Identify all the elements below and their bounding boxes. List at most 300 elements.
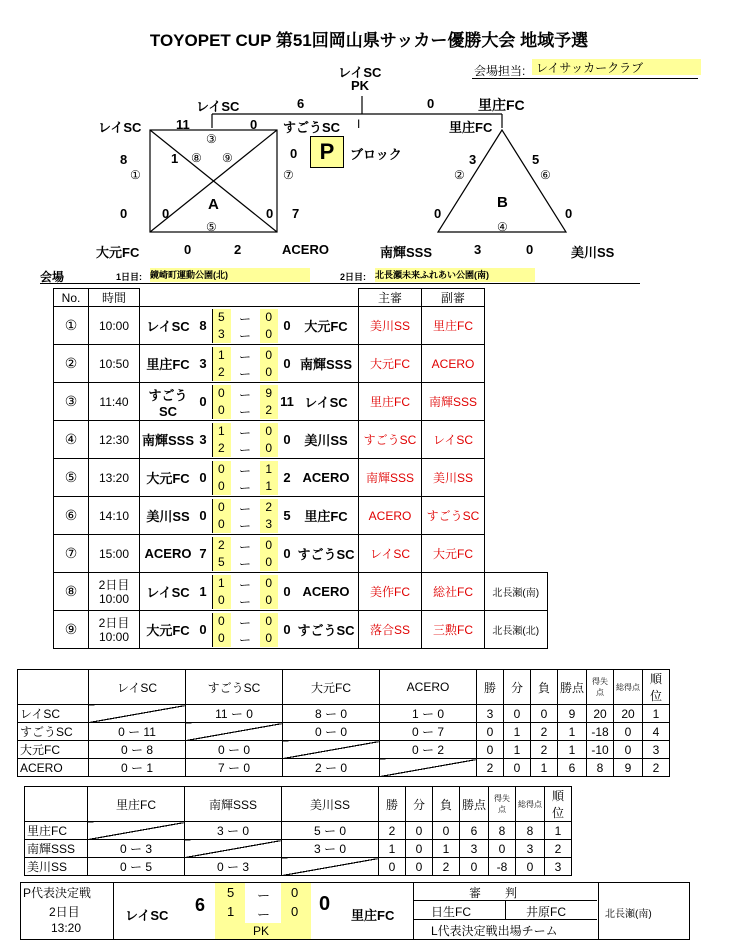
- match-note: [485, 383, 548, 421]
- league-row: [18, 705, 670, 723]
- league-result-cell: 3 ー 0: [282, 840, 379, 858]
- league-header-cell: 勝点: [558, 670, 587, 705]
- a-7: ⑦: [283, 168, 294, 182]
- league-row: [25, 858, 572, 876]
- match-ref: すごうSC: [359, 421, 422, 459]
- half1-home: 0: [218, 461, 225, 476]
- league-stat-cell: 8: [587, 759, 614, 777]
- league-team: 美川SS: [25, 858, 88, 876]
- dash-1: ー: [239, 311, 252, 326]
- final-ref1: 日生FC: [431, 905, 471, 919]
- half2-away: 0: [265, 326, 272, 341]
- final-ref2: 井原FC: [526, 905, 566, 919]
- dash-1: ー: [239, 501, 252, 516]
- half1-home: 0: [218, 499, 225, 514]
- match-sub: 大元FC: [422, 535, 485, 573]
- league-diagonal-cell: [282, 858, 379, 876]
- league-header-cell: 美川SS: [282, 787, 379, 822]
- match-time-cell: [89, 383, 140, 421]
- dash-2: ー: [239, 328, 252, 343]
- league-result-cell: 8 ー 0: [283, 705, 380, 723]
- match-score-box: [210, 573, 280, 611]
- match-no: ④: [54, 421, 89, 459]
- day2-label: 2日目:: [340, 272, 367, 282]
- match-row: [54, 421, 548, 459]
- league-result-cell: 0 ー 2: [380, 741, 477, 759]
- match-time-cell: [89, 345, 140, 383]
- dash-2: ー: [239, 632, 252, 647]
- match-sub: すごうSC: [422, 497, 485, 535]
- match-score-box: [210, 497, 280, 535]
- league-result-cell: 7 ー 0: [186, 759, 283, 777]
- league-header-cell: 大元FC: [283, 670, 380, 705]
- league-table-b: [24, 786, 572, 876]
- ohmoto-team: 大元FC: [96, 245, 140, 260]
- match-note: 北長瀬(北): [485, 611, 548, 649]
- league-row: [18, 741, 670, 759]
- match-away-score: 0: [280, 611, 294, 649]
- match-time: 2日目: [98, 577, 130, 592]
- league-stat-cell: 0: [614, 741, 643, 759]
- league-stat-cell: 0: [406, 858, 433, 876]
- match-score-box: [210, 611, 280, 649]
- league-result-cell: 0 ー 5: [88, 858, 185, 876]
- league-header-cell: 分: [406, 787, 433, 822]
- league-stat-cell: -8: [489, 858, 516, 876]
- match-time: 13:20: [98, 470, 130, 485]
- match-ref: 落合SS: [359, 611, 422, 649]
- rei-a: レイSC: [98, 120, 142, 135]
- league-team: すごうSC: [18, 723, 89, 741]
- match-away-score: 2: [280, 459, 294, 497]
- league-stat-cell: 2: [545, 840, 572, 858]
- day-bar-line: [40, 283, 640, 284]
- league-result-cell: 3 ー 0: [185, 822, 282, 840]
- match-home: 南輝SSS: [140, 421, 197, 459]
- col-sub: 副審: [422, 289, 485, 307]
- league-result-cell: 0 ー 3: [88, 840, 185, 858]
- dash-2: ー: [239, 556, 252, 571]
- half2-home: 3: [218, 326, 225, 341]
- league-result-cell: 2 ー 0: [283, 759, 380, 777]
- nanki-3: 3: [474, 242, 482, 257]
- a-8: ⑧: [191, 151, 202, 165]
- league-stat-cell: 1: [433, 840, 460, 858]
- match-sub: ACERO: [422, 345, 485, 383]
- league-stat-cell: 9: [614, 759, 643, 777]
- acero-team: ACERO: [282, 242, 329, 257]
- final-left-score: 6: [297, 96, 305, 111]
- match-row: [54, 345, 548, 383]
- rei-a-score: 11: [176, 117, 190, 132]
- match-sub: レイSC: [422, 421, 485, 459]
- match-sub: 里庄FC: [422, 307, 485, 345]
- final-left-team: レイSC: [196, 99, 240, 114]
- league-header-cell: [18, 670, 89, 705]
- final-dash-1: ー: [257, 888, 271, 903]
- league-header-row: [25, 787, 572, 822]
- match-no: ⑤: [54, 459, 89, 497]
- match-row: [54, 307, 548, 345]
- league-stat-cell: 0: [433, 822, 460, 840]
- match-note: [485, 345, 548, 383]
- match-note: [485, 421, 548, 459]
- league-header-cell: ACERO: [380, 670, 477, 705]
- match-ref: ACERO: [359, 497, 422, 535]
- match-home-score: 3: [196, 345, 210, 383]
- dash-1: ー: [239, 349, 252, 364]
- match-ref: レイSC: [359, 535, 422, 573]
- league-stat-cell: 0: [477, 723, 504, 741]
- match-home-score: 1: [196, 573, 210, 611]
- league-stat-cell: 0: [489, 840, 516, 858]
- final-ref-note: L代表決定戦出場チーム: [431, 924, 558, 938]
- league-header-row: [18, 670, 670, 705]
- match-ref: 美川SS: [359, 307, 422, 345]
- final-right-team: 里庄FC: [478, 97, 525, 113]
- league-row: [18, 759, 670, 777]
- half2-home: 2: [218, 364, 225, 379]
- match-home: 大元FC: [140, 459, 197, 497]
- league-stat-cell: 3: [516, 840, 545, 858]
- day1-label: 1日目:: [116, 272, 143, 282]
- match-row: [54, 497, 548, 535]
- half1-home: 5: [218, 309, 225, 324]
- final-match-box: [20, 882, 690, 940]
- league-result-cell: 0 ー 8: [89, 741, 186, 759]
- league-result-cell: 0 ー 0: [186, 741, 283, 759]
- league-header-cell: すごうSC: [186, 670, 283, 705]
- league-header-cell: 負: [433, 787, 460, 822]
- dash-2: ー: [239, 442, 252, 457]
- league-stat-cell: 3: [545, 858, 572, 876]
- a-left-1: 1: [171, 151, 179, 166]
- match-time-cell: [89, 497, 140, 535]
- match-note: [485, 307, 548, 345]
- league-stat-cell: 20: [587, 705, 614, 723]
- half2-home: 0: [218, 630, 225, 645]
- league-result-cell: 5 ー 0: [282, 822, 379, 840]
- league-stat-cell: 0: [406, 822, 433, 840]
- mikawa-team: 美川SS: [571, 245, 615, 260]
- match-time-cell: [89, 421, 140, 459]
- final-ref-vline: [505, 900, 506, 919]
- league-stat-cell: 3: [643, 741, 670, 759]
- match-home-score: 0: [196, 459, 210, 497]
- b-2: ②: [454, 168, 465, 182]
- half2-away: 0: [265, 554, 272, 569]
- final-home: レイSC: [125, 908, 169, 923]
- match-home: ACERO: [140, 535, 197, 573]
- final-ref-header: 審 判: [469, 886, 518, 900]
- league-stat-cell: 20: [614, 705, 643, 723]
- top-team: レイSC: [338, 65, 382, 80]
- half2-away: 0: [265, 364, 272, 379]
- match-score-box: [210, 307, 280, 345]
- match-row: [54, 573, 548, 611]
- match-time2: 10:00: [98, 629, 130, 644]
- final-away: 里庄FC: [351, 908, 395, 923]
- match-away-score: 0: [280, 421, 294, 459]
- league-stat-cell: 1: [379, 840, 406, 858]
- final-right-score: 0: [427, 96, 435, 111]
- match-sub: 美川SS: [422, 459, 485, 497]
- league-stat-cell: 9: [558, 705, 587, 723]
- final-day: 2日目: [49, 905, 80, 919]
- league-row: [18, 723, 670, 741]
- dash-2: ー: [239, 366, 252, 381]
- league-stat-cell: 0: [531, 705, 558, 723]
- league-stat-cell: 2: [477, 759, 504, 777]
- match-home-score: 0: [196, 611, 210, 649]
- league-result-cell: 0 ー 11: [89, 723, 186, 741]
- a-right-0: 0: [290, 146, 298, 161]
- half2-away: 3: [265, 516, 272, 531]
- satosho-b: 里庄FC: [449, 120, 493, 135]
- league-diagonal-cell: [89, 705, 186, 723]
- b-left-0: 0: [434, 206, 442, 221]
- half1-away: 0: [265, 613, 272, 628]
- a-left-top: 8: [120, 152, 128, 167]
- half2-home: 0: [218, 402, 225, 417]
- league-diagonal-cell: [283, 741, 380, 759]
- half2-home: 0: [218, 516, 225, 531]
- league-result-cell: 0 ー 1: [89, 759, 186, 777]
- half1-away: 9: [265, 385, 272, 400]
- league-team: ACERO: [18, 759, 89, 777]
- final-dash-2: ー: [257, 907, 271, 922]
- half1-home: 1: [218, 575, 225, 590]
- day1-place: 鏡崎町運動公園(北): [150, 268, 310, 282]
- league-stat-cell: 0: [477, 741, 504, 759]
- league-row: [25, 822, 572, 840]
- match-no: ⑨: [54, 611, 89, 649]
- b-right-0: 0: [565, 206, 573, 221]
- league-stat-cell: 1: [558, 741, 587, 759]
- half1-away: 0: [265, 347, 272, 362]
- match-note: [485, 497, 548, 535]
- half2-away: 0: [265, 440, 272, 455]
- half1-away: 0: [265, 537, 272, 552]
- league-result-cell: 1 ー 0: [380, 705, 477, 723]
- final-a2: 0: [291, 904, 299, 919]
- league-diagonal-cell: [185, 840, 282, 858]
- league-team: レイSC: [18, 705, 89, 723]
- league-team: 南輝SSS: [25, 840, 88, 858]
- half2-away: 2: [265, 402, 272, 417]
- match-note: [485, 459, 548, 497]
- dash-2: ー: [239, 404, 252, 419]
- league-stat-cell: 0: [460, 858, 489, 876]
- league-stat-cell: 6: [460, 822, 489, 840]
- final-as: 0: [319, 893, 331, 915]
- block-label: P: [310, 136, 344, 168]
- b-6: ⑥: [540, 168, 551, 182]
- league-header-cell: 順位: [545, 787, 572, 822]
- acero-bottom-2: 2: [234, 242, 242, 257]
- ohmoto-bottom-0: 0: [184, 242, 192, 257]
- half1-away: 0: [265, 423, 272, 438]
- match-home: レイSC: [140, 307, 197, 345]
- b-4: ④: [497, 220, 508, 234]
- final-hs: 6: [195, 895, 206, 915]
- half1-away: 0: [265, 575, 272, 590]
- col-time: 時間: [89, 289, 140, 307]
- day2-place: 北長瀬未来ふれあい公園(南): [375, 268, 535, 282]
- half1-away: 1: [265, 461, 272, 476]
- final-pk: PK: [253, 924, 270, 938]
- match-ref: 里庄FC: [359, 383, 422, 421]
- match-no: ①: [54, 307, 89, 345]
- match-sub: 総社FC: [422, 573, 485, 611]
- league-diagonal-cell: [380, 759, 477, 777]
- half1-home: 2: [218, 537, 225, 552]
- league-header-cell: 勝: [477, 670, 504, 705]
- match-ref: 美作FC: [359, 573, 422, 611]
- half2-home: 5: [218, 554, 225, 569]
- half2-home: 2: [218, 440, 225, 455]
- final-h1: 5: [227, 885, 235, 900]
- league-stat-cell: 1: [504, 723, 531, 741]
- league-diagonal-cell: [88, 822, 185, 840]
- match-away: 里庄FC: [294, 497, 359, 535]
- league-header-cell: 得失点: [489, 787, 516, 822]
- match-home: 美川SS: [140, 497, 197, 535]
- match-time-cell: [89, 459, 140, 497]
- half2-home: 0: [218, 478, 225, 493]
- half1-away: 0: [265, 309, 272, 324]
- mikawa-0: 0: [526, 242, 534, 257]
- match-home-score: 3: [196, 421, 210, 459]
- b-label: B: [497, 194, 508, 211]
- final-a1: 0: [291, 885, 299, 900]
- league-stat-cell: 8: [516, 822, 545, 840]
- half1-away: 2: [265, 499, 272, 514]
- league-stat-cell: 0: [504, 759, 531, 777]
- league-team: 大元FC: [18, 741, 89, 759]
- a-left-0: 0: [120, 206, 128, 221]
- a-label: A: [208, 196, 219, 213]
- match-score-box: [210, 345, 280, 383]
- league-header-cell: 得失点: [587, 670, 614, 705]
- half2-away: 0: [265, 592, 272, 607]
- league-stat-cell: -18: [587, 723, 614, 741]
- match-home: すごうSC: [140, 383, 197, 421]
- league-stat-cell: 2: [531, 741, 558, 759]
- match-home-score: 8: [196, 307, 210, 345]
- schedule-table: [53, 288, 548, 649]
- dash-1: ー: [239, 615, 252, 630]
- match-time: 12:30: [98, 432, 130, 447]
- league-header-cell: レイSC: [89, 670, 186, 705]
- match-home: 大元FC: [140, 611, 197, 649]
- match-time-cell: [89, 611, 140, 649]
- b-5: 5: [532, 152, 540, 167]
- col-no: No.: [54, 289, 89, 307]
- match-ref: 南輝SSS: [359, 459, 422, 497]
- match-away: 大元FC: [294, 307, 359, 345]
- match-away-score: 0: [280, 307, 294, 345]
- half2-home: 0: [218, 592, 225, 607]
- match-time: 10:00: [98, 318, 130, 333]
- final-time: 13:20: [51, 921, 82, 935]
- match-no: ③: [54, 383, 89, 421]
- league-header-cell: 負: [531, 670, 558, 705]
- league-stat-cell: 3: [460, 840, 489, 858]
- dash-1: ー: [239, 463, 252, 478]
- match-away: すごうSC: [294, 535, 359, 573]
- league-stat-cell: 4: [643, 723, 670, 741]
- match-away: 南輝SSS: [294, 345, 359, 383]
- league-stat-cell: 0: [406, 840, 433, 858]
- league-header-cell: 順位: [643, 670, 670, 705]
- league-row: [25, 840, 572, 858]
- match-no: ⑦: [54, 535, 89, 573]
- league-stat-cell: -10: [587, 741, 614, 759]
- a-3: ③: [206, 132, 217, 146]
- venue-label: 会場担当:: [474, 64, 526, 78]
- half1-home: 0: [218, 385, 225, 400]
- league-stat-cell: 2: [531, 723, 558, 741]
- match-time2: 10:00: [98, 591, 130, 606]
- match-time: 15:00: [98, 546, 130, 561]
- match-sub: 南輝SSS: [422, 383, 485, 421]
- a-1: ①: [130, 168, 141, 182]
- league-header-cell: [25, 787, 88, 822]
- league-result-cell: 0 ー 7: [380, 723, 477, 741]
- b-3: 3: [469, 152, 477, 167]
- league-stat-cell: 0: [516, 858, 545, 876]
- match-time: 2日目: [98, 615, 130, 630]
- match-row: [54, 535, 548, 573]
- match-away-score: 5: [280, 497, 294, 535]
- match-row: [54, 611, 548, 649]
- kaijo-label: 会場: [40, 270, 65, 284]
- league-diagonal-cell: [186, 723, 283, 741]
- dash-1: ー: [239, 577, 252, 592]
- match-away-score: 11: [280, 383, 294, 421]
- dash-2: ー: [239, 518, 252, 533]
- match-away-score: 0: [280, 345, 294, 383]
- match-no: ②: [54, 345, 89, 383]
- match-score-box: [210, 421, 280, 459]
- league-stat-cell: 8: [489, 822, 516, 840]
- match-note: [485, 535, 548, 573]
- sugou-team: すごうSC: [283, 120, 341, 135]
- dash-2: ー: [239, 594, 252, 609]
- league-stat-cell: 1: [504, 741, 531, 759]
- match-away-score: 0: [280, 535, 294, 573]
- league-stat-cell: 1: [531, 759, 558, 777]
- league-stat-cell: 2: [379, 822, 406, 840]
- a-5: ⑤: [206, 220, 217, 234]
- final-place: 北長瀬(南): [605, 909, 652, 920]
- league-stat-cell: 1: [545, 822, 572, 840]
- league-header-cell: 勝: [379, 787, 406, 822]
- match-no: ⑧: [54, 573, 89, 611]
- league-header-cell: 南輝SSS: [185, 787, 282, 822]
- league-header-cell: 分: [504, 670, 531, 705]
- league-stat-cell: 0: [614, 723, 643, 741]
- match-ref: 大元FC: [359, 345, 422, 383]
- top-pk: PK: [351, 78, 370, 93]
- league-stat-cell: 0: [379, 858, 406, 876]
- i-mark: I: [357, 117, 361, 131]
- half2-away: 0: [265, 630, 272, 645]
- nanki-team: 南輝SSS: [380, 245, 433, 260]
- half1-home: 1: [218, 423, 225, 438]
- league-stat-cell: 0: [504, 705, 531, 723]
